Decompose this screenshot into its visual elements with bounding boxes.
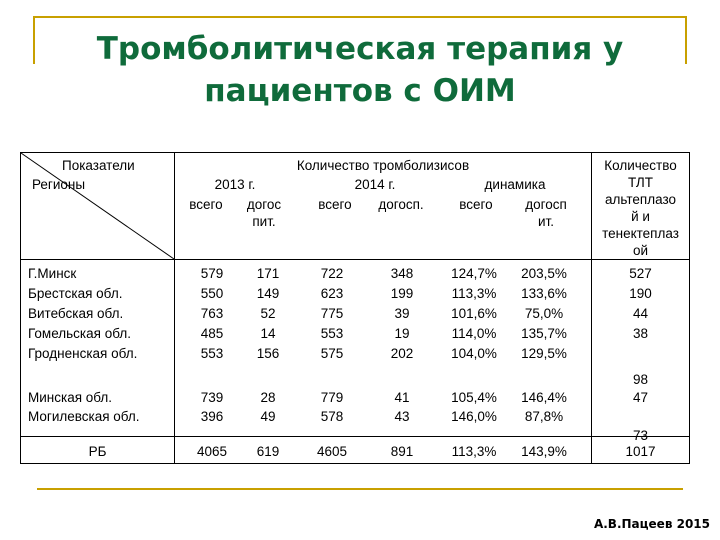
row-2014-prehospital: 348 [390, 266, 414, 281]
row-2013-prehospital: 156 [256, 346, 280, 361]
tlt-header-line5: тенектеплаз [602, 226, 679, 241]
row-2013-all: 550 [200, 286, 224, 301]
row-2014-all: 779 [320, 390, 344, 405]
row-2014-prehospital: 202 [390, 346, 414, 361]
row-dynamics-prehospital: 129,5% [521, 346, 567, 361]
total-region: РБ [88, 444, 107, 459]
row-dynamics-prehospital: 135,7% [521, 326, 567, 341]
row-2014-prehospital: 39 [394, 306, 410, 321]
row-2013-prehospital: 52 [260, 306, 276, 321]
row-2013-prehospital: 14 [260, 326, 276, 341]
row-dynamics-all: 101,6% [451, 306, 497, 321]
subheader-dynamics-prehospital-line1: догосп [525, 197, 567, 212]
decorative-right-tick [685, 16, 687, 64]
author-credit: А.В.Пацеев 2015 [593, 517, 710, 531]
total-dynamics-prehospital: 143,9% [521, 444, 567, 459]
row-2013-prehospital: 28 [260, 390, 276, 405]
row-dynamics-prehospital: 75,0% [524, 306, 564, 321]
extra-tlt-value: 73 [632, 428, 649, 443]
row-dynamics-all: 105,4% [451, 390, 497, 405]
total-tlt: 1017 [625, 444, 656, 459]
decorative-top-line [33, 16, 687, 18]
total-2013-prehospital: 619 [256, 444, 280, 459]
row-2014-all: 575 [320, 346, 344, 361]
row-tlt: 98 [632, 372, 649, 387]
slide-title-line-1: Тромболитическая терапия у [96, 31, 624, 67]
row-region: Брестская обл. [28, 286, 123, 301]
row-dynamics-prehospital: 146,4% [521, 390, 567, 405]
row-2013-all: 579 [200, 266, 224, 281]
subheader-2013-all: всего [189, 197, 223, 212]
period-2013-label: 2013 г. [214, 177, 256, 192]
tlt-header-line3: альтеплазо [605, 192, 676, 207]
period-dynamics-label: динамика [484, 177, 546, 192]
row-region: Витебская обл. [28, 306, 124, 321]
row-region: Г.Минск [28, 266, 77, 281]
subheader-dynamics-prehospital [510, 196, 582, 230]
tlt-header-line6: ой [632, 243, 649, 258]
decorative-left-tick [33, 16, 35, 64]
total-2014-all: 4605 [316, 444, 348, 459]
row-dynamics-all: 104,0% [451, 346, 497, 361]
row-tlt: 190 [629, 286, 652, 301]
subheader-2014-prehospital: догосп. [378, 197, 424, 212]
row-tlt: 44 [632, 306, 649, 321]
corner-indicators-label: Показатели [62, 158, 135, 173]
row-2014-prehospital: 41 [394, 390, 410, 405]
row-2014-prehospital: 43 [394, 409, 410, 424]
subheader-dynamics-all: всего [459, 197, 493, 212]
subheader-2013-prehospital [234, 196, 294, 230]
row-dynamics-all: 124,7% [451, 266, 497, 281]
tlt-header-label [591, 157, 690, 259]
corner-regions-label: Регионы [32, 177, 86, 192]
row-2014-all: 578 [320, 409, 344, 424]
row-2014-all: 553 [320, 326, 344, 341]
total-dynamics-all: 113,3% [451, 444, 497, 459]
slide-title-line-2: пациентов с ОИМ [204, 73, 516, 109]
row-tlt: 47 [632, 390, 649, 405]
row-region: Гродненская обл. [28, 346, 138, 361]
tlt-header-line1: Количество [604, 158, 677, 173]
row-region: Гомельская обл. [28, 326, 131, 341]
row-2013-all: 553 [200, 346, 224, 361]
total-2014-prehospital: 891 [390, 444, 414, 459]
row-2013-prehospital: 149 [256, 286, 280, 301]
row-2013-all: 396 [200, 409, 224, 424]
row-2013-prehospital: 171 [256, 266, 280, 281]
row-dynamics-all: 114,0% [451, 326, 497, 341]
row-2014-all: 722 [320, 266, 344, 281]
subheader-2013-prehospital-line1: догос [246, 197, 282, 212]
subheader-2013-prehospital-line2: пит. [252, 214, 276, 229]
row-dynamics-all: 146,0% [451, 409, 497, 424]
slide-title [40, 28, 680, 112]
row-2014-prehospital: 199 [390, 286, 414, 301]
group-header-label: Количество тромболизисов [296, 158, 470, 173]
row-2014-all: 623 [320, 286, 344, 301]
decorative-bottom-line [37, 488, 683, 490]
row-2014-all: 775 [320, 306, 344, 321]
row-region: Минская обл. [28, 390, 113, 405]
thrombolysis-table [20, 152, 690, 464]
row-2013-all: 739 [200, 390, 224, 405]
row-dynamics-prehospital: 203,5% [521, 266, 567, 281]
total-2013-all: 4065 [196, 444, 228, 459]
row-tlt: 38 [632, 326, 649, 341]
row-tlt: 527 [629, 266, 652, 281]
row-2013-prehospital: 49 [260, 409, 276, 424]
subheader-dynamics-prehospital-line2: ит. [538, 214, 554, 229]
row-dynamics-prehospital: 87,8% [524, 409, 564, 424]
subheader-2014-all: всего [318, 197, 352, 212]
tlt-header-line2: ТЛТ [627, 175, 654, 190]
row-2013-all: 485 [200, 326, 224, 341]
period-2014-label: 2014 г. [354, 177, 396, 192]
row-2013-all: 763 [200, 306, 224, 321]
row-region: Могилевская обл. [28, 409, 140, 424]
tlt-header-line4: й и [631, 209, 650, 224]
row-dynamics-all: 113,3% [451, 286, 497, 301]
row-2014-prehospital: 19 [394, 326, 410, 341]
row-dynamics-prehospital: 133,6% [521, 286, 567, 301]
